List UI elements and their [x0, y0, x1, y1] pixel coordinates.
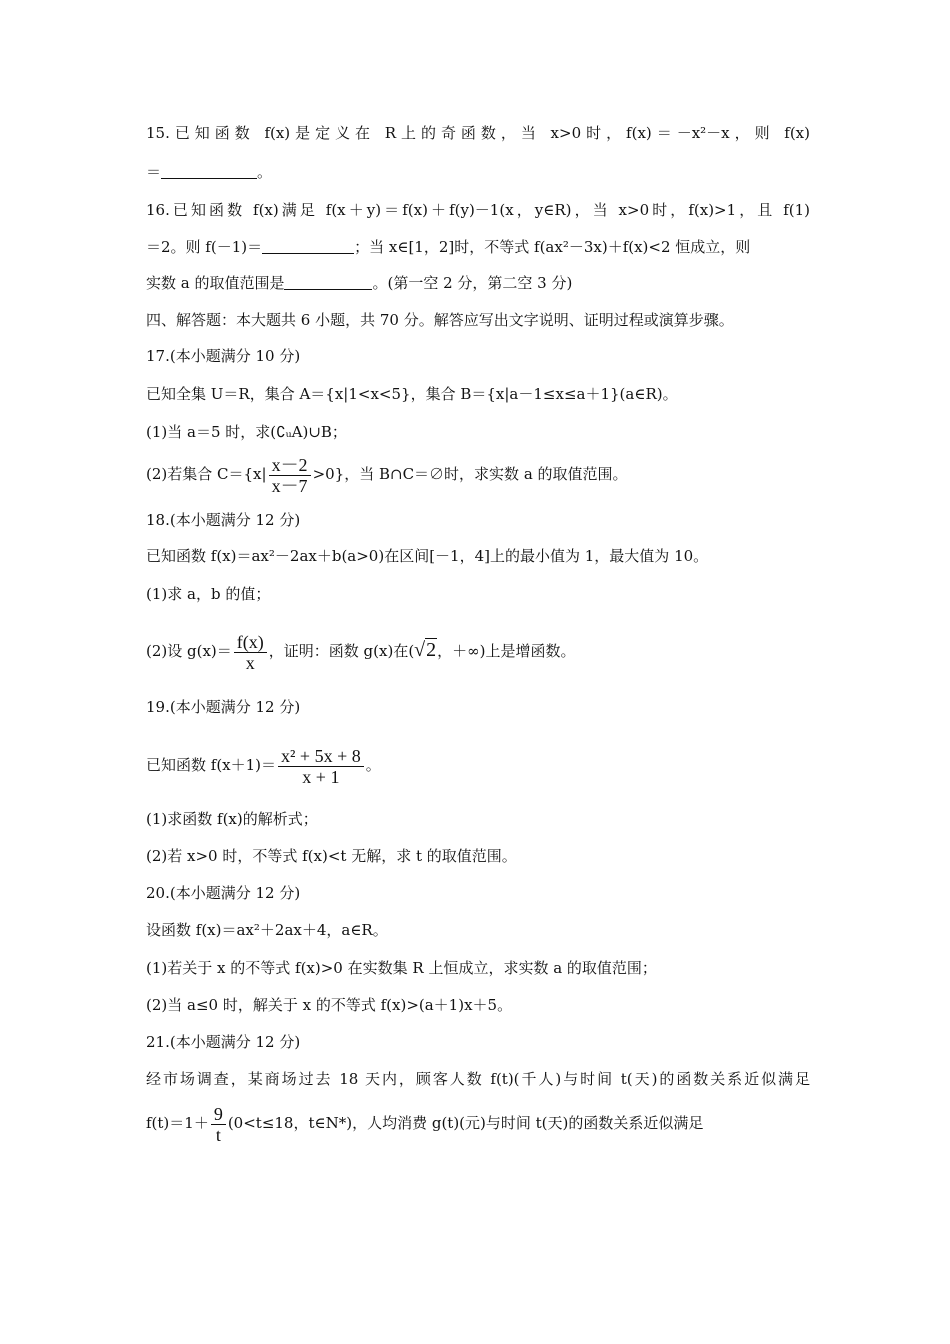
q21-stem2-text-b: (0<t≤18，t∈N*)，人均消费 g(t)(元)与时间 t(天)的函数关系近似满足	[227, 1114, 704, 1132]
q19-part2: (2)若 x>0 时，不等式 f(x)<t 无解，求 t 的取值范围。	[146, 847, 517, 865]
q18-stem: 已知函数 f(x)＝ax²－2ax＋b(a>0)在区间[－1，4]上的最小值为 1，最大值为 10。	[146, 547, 709, 565]
q16-line2	[146, 237, 810, 257]
q20-header: 20.(本小题满分 12 分)	[146, 884, 301, 902]
q18-sqrt: √2	[414, 639, 437, 661]
q19-part1: (1)求函数 f(x)的解析式；	[146, 810, 318, 828]
q17-header: 17.(本小题满分 10 分)	[146, 347, 301, 365]
q17-fraction	[269, 455, 311, 496]
q15-answer-blank[interactable]	[161, 162, 257, 179]
q20-stem: 设函数 f(x)＝ax²＋2ax＋4，a∈R。	[146, 921, 388, 939]
section-four-heading: 四、解答题：本大题共 6 小题，共 70 分。解答应写出文字说明、证明过程或演算步骤。	[146, 311, 734, 329]
q18-frac-den: x	[245, 652, 255, 673]
q16-line1: 16.已知函数 f(x)满足 f(x＋y)＝f(x)＋f(y)－1(x，y∈R)，当 x>0时，f(x)>1，且 f(1)	[146, 201, 810, 219]
q18-p2-text-a: (2)设 g(x)＝	[146, 642, 232, 660]
q19-stem-text-b: 。	[365, 756, 381, 774]
q17-p2-text-a: (2)若集合 C＝{x|	[146, 465, 267, 483]
q18-fraction	[234, 632, 267, 673]
q21-header: 21.(本小题满分 12 分)	[146, 1033, 301, 1051]
q18-part2	[146, 627, 810, 673]
q16-line3	[146, 273, 810, 293]
q21-stem-line2	[146, 1100, 810, 1146]
q19-stem-text-a: 已知函数 f(x＋1)＝	[146, 756, 277, 774]
q17-part2	[146, 451, 810, 497]
q15-eq: ＝	[146, 163, 162, 181]
q17-frac-num: x－2	[269, 455, 311, 476]
q18-sqrt-radicand: 2	[426, 639, 437, 661]
q21-stem2-text-a: f(t)＝1＋	[146, 1114, 209, 1132]
q17-part1: (1)当 a＝5 时，求(∁ᵤA)∪B；	[146, 423, 347, 441]
q19-frac-num: x² + 5x + 8	[278, 746, 364, 767]
q20-part2: (2)当 a≤0 时，解关于 x 的不等式 f(x)>(a＋1)x＋5。	[146, 996, 513, 1014]
q16-text-d: 。(第一空 2 分，第二空 3 分)	[372, 274, 573, 292]
q17-frac-den: x－7	[271, 475, 308, 496]
q15-end: 。	[257, 163, 273, 181]
q19-stem	[146, 742, 810, 788]
q21-frac-num: 9	[211, 1104, 226, 1125]
q20-part1: (1)若关于 x 的不等式 f(x)>0 在实数集 R 上恒成立，求实数 a 的取值范围；	[146, 959, 657, 977]
q21-fraction	[211, 1104, 226, 1145]
q16-blank-1[interactable]	[262, 237, 354, 254]
q17-p2-text-b: >0}，当 B∩C＝∅时，求实数 a 的取值范围。	[312, 465, 628, 483]
q21-frac-den: t	[215, 1124, 221, 1145]
q21-stem-line1: 经市场调查，某商场过去 18 天内，顾客人数 f(t)(千人)与时间 t(天)的函数关系近似满足	[146, 1070, 810, 1088]
q19-frac-den: x + 1	[302, 766, 340, 787]
q16-text-c: 实数 a 的取值范围是	[146, 274, 285, 292]
q18-header: 18.(本小题满分 12 分)	[146, 511, 301, 529]
q19-header: 19.(本小题满分 12 分)	[146, 698, 301, 716]
q15-line1: 15.已知函数 f(x)是定义在 R上的奇函数，当 x>0时，f(x)＝－x²－x，则 f(x)	[146, 124, 810, 142]
q19-fraction	[278, 746, 364, 787]
q15-line2	[146, 162, 810, 182]
q18-p2-text-b: ，证明：函数 g(x)在(	[268, 642, 415, 660]
q17-stem: 已知全集 U＝R，集合 A＝{x|1<x<5}，集合 B＝{x|a－1≤x≤a＋1}(a∈R)。	[146, 385, 678, 403]
q16-blank-2[interactable]	[284, 273, 372, 290]
q18-frac-num: f(x)	[234, 632, 267, 653]
q18-part1: (1)求 a，b 的值；	[146, 585, 271, 603]
q18-p2-text-c: ，＋∞)上是增函数。	[437, 642, 576, 660]
q16-text-b: ；当 x∈[1，2]时，不等式 f(ax²－3x)＋f(x)<2 恒成立，则	[354, 238, 751, 256]
q16-text-a: ＝2。则 f(－1)＝	[146, 238, 263, 256]
